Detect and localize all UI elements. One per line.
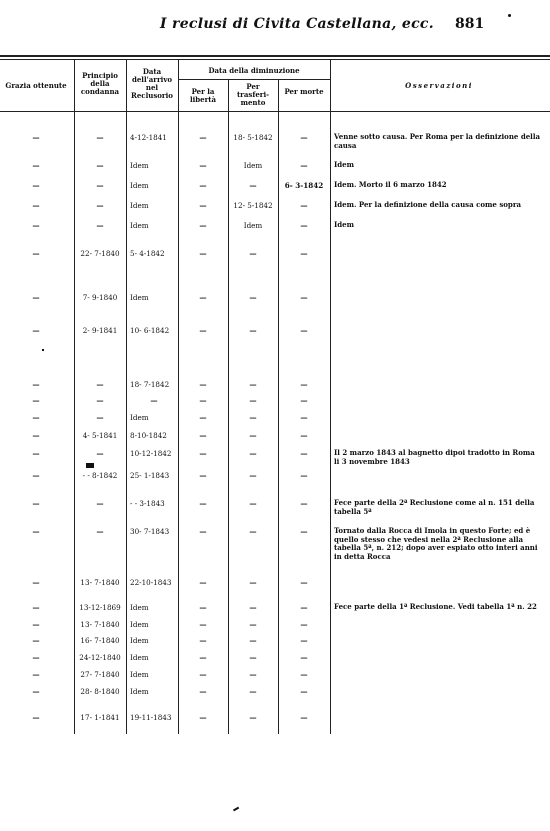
cell-morte: —: [300, 293, 308, 302]
cell-osservazioni: Fece parte della 2ª Reclusione come al n. 151 della tabella 5ª: [334, 498, 535, 516]
cell-trasferimento: Idem: [243, 161, 263, 170]
cell-principio: 13- 7-1840: [80, 578, 120, 587]
cell-arrivo: Idem: [130, 603, 149, 612]
cell-liberta: —: [199, 653, 207, 662]
cell-grazia: —: [32, 670, 40, 679]
cell-trasferimento: —: [249, 431, 257, 440]
cell-liberta: —: [199, 249, 207, 258]
cell-liberta: —: [199, 396, 207, 405]
cell-morte: 6- 3-1842: [284, 181, 324, 190]
cell-liberta: —: [199, 449, 207, 458]
ink-dot: [508, 14, 511, 17]
header-diminuzione: Data della diminuzione: [208, 66, 300, 75]
cell-liberta: —: [199, 161, 207, 170]
col-divider-4: [228, 80, 229, 734]
col-divider-6: [330, 59, 331, 734]
cell-trasferimento: Idem: [243, 221, 263, 230]
cell-trasferimento: —: [249, 620, 257, 629]
cell-trasferimento: —: [249, 670, 257, 679]
cell-principio: —: [96, 413, 104, 422]
cell-morte: —: [300, 396, 308, 405]
cell-osservazioni: Venne sotto causa. Per Roma per la definizione della causa: [334, 132, 541, 150]
col-divider-3: [178, 59, 179, 734]
cell-principio: —: [96, 449, 104, 458]
page-number: 881: [455, 16, 485, 32]
cell-principio: —: [96, 181, 104, 190]
cell-principio: 7- 9-1840: [82, 293, 118, 302]
header-grazia: Grazia ottenute: [5, 81, 67, 90]
cell-morte: —: [300, 653, 308, 662]
cell-principio: —: [96, 133, 104, 142]
cell-trasferimento: —: [249, 249, 257, 258]
cell-trasferimento: —: [249, 471, 257, 480]
cell-grazia: —: [32, 396, 40, 405]
ink-dot: [42, 349, 44, 351]
cell-liberta: —: [199, 527, 207, 536]
cell-arrivo: Idem: [130, 636, 149, 645]
cell-principio: 13- 7-1840: [80, 620, 120, 629]
cell-osservazioni: Il 2 marzo 1843 al bagnetto dipoi tradotto in Roma li 3 novembre 1843: [334, 448, 535, 466]
cell-liberta: —: [199, 326, 207, 335]
cell-principio: —: [96, 499, 104, 508]
cell-liberta: —: [199, 431, 207, 440]
cell-liberta: —: [199, 221, 207, 230]
cell-grazia: —: [32, 181, 40, 190]
header-morte: Per morte: [284, 87, 324, 96]
cell-principio: —: [96, 396, 104, 405]
cell-grazia: —: [32, 713, 40, 722]
cell-principio: —: [96, 380, 104, 389]
cell-osservazioni: Idem. Per la definizione della causa come sopra: [334, 200, 522, 209]
cell-arrivo: Idem: [130, 181, 149, 190]
cell-arrivo: 10- 6-1842: [130, 326, 170, 335]
cell-liberta: —: [199, 471, 207, 480]
cell-grazia: —: [32, 201, 40, 210]
col-divider-2: [126, 59, 127, 734]
cell-arrivo: 10-12-1842: [130, 449, 172, 458]
cell-morte: —: [300, 670, 308, 679]
cell-trasferimento: —: [249, 499, 257, 508]
cell-morte: —: [300, 499, 308, 508]
cell-trasferimento: —: [249, 603, 257, 612]
cell-liberta: —: [199, 380, 207, 389]
cell-arrivo: 19-11-1843: [130, 713, 172, 722]
cell-grazia: —: [32, 687, 40, 696]
header-osservazioni: Osservazioni: [405, 81, 473, 90]
cell-arrivo: - - 3-1843: [130, 499, 165, 508]
cell-arrivo: Idem: [130, 620, 149, 629]
cell-principio: —: [96, 161, 104, 170]
cell-osservazioni: Idem. Morto il 6 marzo 1842: [334, 180, 447, 189]
cell-trasferimento: —: [249, 449, 257, 458]
cell-trasferimento: 18- 5-1842: [233, 133, 273, 142]
cell-trasferimento: —: [249, 713, 257, 722]
cell-arrivo: Idem: [130, 653, 149, 662]
cell-trasferimento: —: [249, 527, 257, 536]
cell-liberta: —: [199, 620, 207, 629]
cell-osservazioni: Idem: [334, 220, 355, 229]
cell-liberta: —: [199, 687, 207, 696]
cell-morte: —: [300, 431, 308, 440]
cell-grazia: —: [32, 326, 40, 335]
cell-arrivo: 5- 4-1842: [130, 249, 165, 258]
cell-grazia: —: [32, 499, 40, 508]
cell-arrivo: 8-10-1842: [130, 431, 167, 440]
cell-morte: —: [300, 249, 308, 258]
ink-blot: [86, 463, 94, 468]
cell-osservazioni: Tornato dalla Rocca di Imola in questo Forte; ed è quello stesso che vedesi nella 2ª Reclusione alla tabella 5ª, n. 212; dopo aver espiato otto interi anni in detta Rocca: [334, 526, 538, 561]
cell-arrivo: Idem: [130, 413, 149, 422]
cell-principio: 24-12-1840: [79, 653, 121, 662]
cell-grazia: —: [32, 471, 40, 480]
cell-grazia: —: [32, 578, 40, 587]
cell-arrivo: Idem: [130, 161, 149, 170]
cell-morte: —: [300, 201, 308, 210]
cell-grazia: —: [32, 620, 40, 629]
cell-grazia: —: [32, 413, 40, 422]
cell-osservazioni: Idem: [334, 160, 355, 169]
cell-grazia: —: [32, 249, 40, 258]
cell-grazia: —: [32, 380, 40, 389]
top-rule-thin: [0, 59, 550, 60]
cell-arrivo: Idem: [130, 201, 149, 210]
header-principio: Principio della condanna: [80, 71, 120, 96]
cell-grazia: —: [32, 221, 40, 230]
cell-morte: —: [300, 636, 308, 645]
cell-principio: 2- 9-1841: [82, 326, 118, 335]
cell-morte: —: [300, 687, 308, 696]
cell-trasferimento: —: [249, 293, 257, 302]
cell-principio: 28- 8-1840: [80, 687, 120, 696]
cell-morte: —: [300, 161, 308, 170]
running-title: I reclusi di Civita Castellana, ecc.: [160, 16, 434, 32]
cell-morte: —: [300, 221, 308, 230]
cell-principio: 27- 7-1840: [80, 670, 120, 679]
cell-trasferimento: —: [249, 380, 257, 389]
cell-principio: - - 8-1842: [82, 471, 118, 480]
cell-principio: —: [96, 221, 104, 230]
group-rule: [178, 79, 330, 80]
cell-grazia: —: [32, 161, 40, 170]
cell-principio: —: [96, 527, 104, 536]
cell-trasferimento: —: [249, 578, 257, 587]
cell-liberta: —: [199, 578, 207, 587]
cell-arrivo: Idem: [130, 221, 149, 230]
header-arrivo: Data dell'arrivo nel Reclusorio: [131, 67, 173, 100]
header-bottom-rule: [0, 111, 550, 112]
cell-morte: —: [300, 620, 308, 629]
cell-trasferimento: —: [249, 687, 257, 696]
cell-grazia: —: [32, 293, 40, 302]
cell-arrivo: Idem: [130, 293, 149, 302]
cell-grazia: —: [32, 133, 40, 142]
cell-arrivo: —: [150, 396, 158, 405]
header-liberta: Per la libertà: [189, 87, 217, 104]
cell-trasferimento: —: [249, 396, 257, 405]
cell-morte: —: [300, 133, 308, 142]
cell-morte: —: [300, 449, 308, 458]
header-trasferimento: Per trasferi- mento: [236, 82, 270, 107]
cell-grazia: —: [32, 449, 40, 458]
col-divider-1: [74, 59, 75, 734]
cell-trasferimento: —: [249, 653, 257, 662]
cell-morte: —: [300, 471, 308, 480]
cell-principio: —: [96, 201, 104, 210]
top-rule: [0, 55, 550, 57]
cell-principio: 4- 5-1841: [82, 431, 118, 440]
cell-principio: 17- 1-1841: [80, 713, 120, 722]
cell-principio: 16- 7-1840: [80, 636, 120, 645]
cell-liberta: —: [199, 713, 207, 722]
cell-trasferimento: —: [249, 636, 257, 645]
cell-liberta: —: [199, 133, 207, 142]
cell-morte: —: [300, 326, 308, 335]
cell-arrivo: 22-10-1843: [130, 578, 172, 587]
cell-arrivo: 25- 1-1843: [130, 471, 170, 480]
cell-arrivo: 30- 7-1843: [130, 527, 170, 536]
cell-morte: —: [300, 578, 308, 587]
cell-liberta: —: [199, 670, 207, 679]
cell-morte: —: [300, 603, 308, 612]
cell-liberta: —: [199, 603, 207, 612]
cell-grazia: —: [32, 653, 40, 662]
ink-mark: [233, 807, 239, 811]
cell-liberta: —: [199, 181, 207, 190]
cell-morte: —: [300, 713, 308, 722]
cell-liberta: —: [199, 499, 207, 508]
cell-morte: —: [300, 527, 308, 536]
cell-morte: —: [300, 380, 308, 389]
cell-morte: —: [300, 413, 308, 422]
col-divider-5: [278, 80, 279, 734]
cell-liberta: —: [199, 201, 207, 210]
cell-arrivo: 4-12-1841: [130, 133, 167, 142]
cell-grazia: —: [32, 431, 40, 440]
cell-trasferimento: —: [249, 413, 257, 422]
cell-liberta: —: [199, 636, 207, 645]
cell-arrivo: 18- 7-1842: [130, 380, 170, 389]
cell-trasferimento: —: [249, 181, 257, 190]
cell-principio: 22- 7-1840: [80, 249, 120, 258]
cell-liberta: —: [199, 413, 207, 422]
cell-arrivo: Idem: [130, 670, 149, 679]
cell-principio: 13-12-1869: [79, 603, 121, 612]
cell-trasferimento: —: [249, 326, 257, 335]
cell-grazia: —: [32, 527, 40, 536]
cell-osservazioni: Fece parte della 1ª Reclusione. Vedi tabella 1ª n. 22: [334, 602, 537, 611]
cell-arrivo: Idem: [130, 687, 149, 696]
cell-liberta: —: [199, 293, 207, 302]
cell-grazia: —: [32, 636, 40, 645]
cell-trasferimento: 12- 5-1842: [233, 201, 273, 210]
cell-grazia: —: [32, 603, 40, 612]
